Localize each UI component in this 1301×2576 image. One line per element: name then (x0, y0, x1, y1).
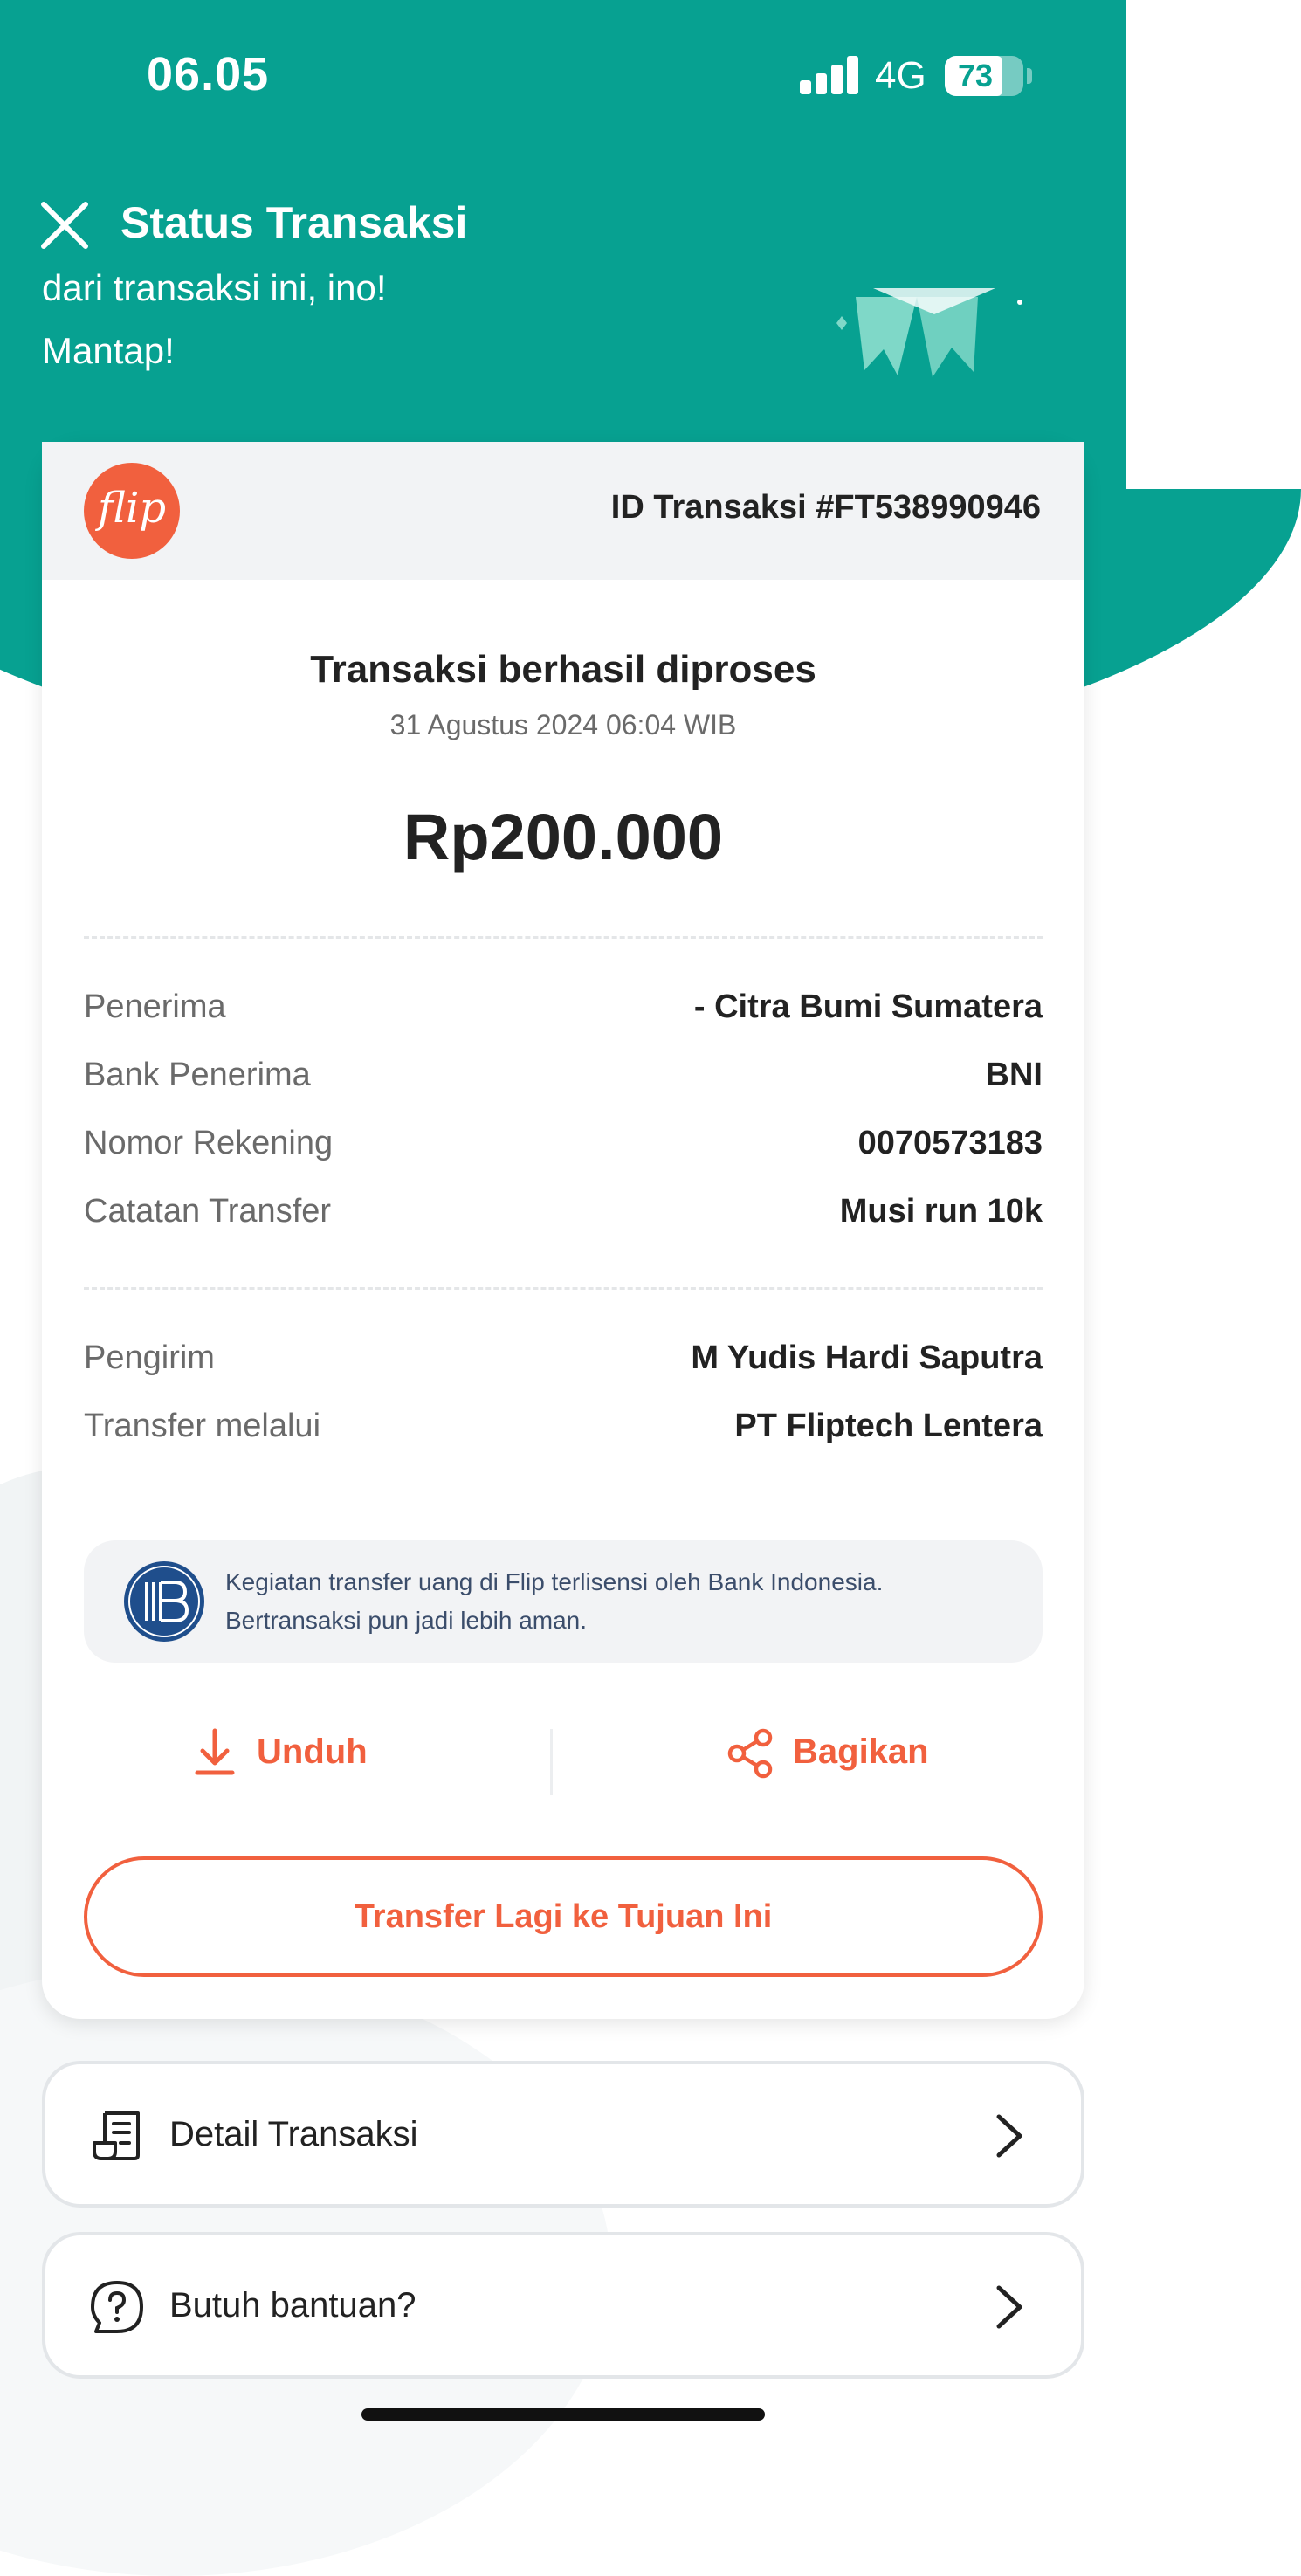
license-text: Kegiatan transfer uang di Flip terlisensi oleh Bank Indonesia. Bertransaksi pun jadi lebih aman. (225, 1568, 884, 1634)
banner-line: Mantap! (42, 330, 175, 371)
transfer-again-button[interactable]: Transfer Lagi ke Tujuan Ini (84, 1856, 1043, 1977)
detail-value: Musi run 10k (839, 1193, 1043, 1229)
transaction-detail-item[interactable] (42, 2061, 1084, 2208)
detail-label: Nomor Rekening (84, 1125, 334, 1161)
banner-message (42, 267, 653, 400)
download-button[interactable] (190, 1720, 452, 1790)
detail-label: Penerima (84, 988, 226, 1025)
signal-icon (800, 56, 859, 94)
transaction-amount: Rp200.000 (403, 801, 724, 873)
divider (84, 1287, 1043, 1290)
transaction-id: ID Transaksi #FT538990946 (610, 489, 1041, 526)
transaction-date: 31 Agustus 2024 06:04 WIB (389, 709, 737, 740)
receipt-icon (89, 2108, 145, 2164)
help-item[interactable] (42, 2232, 1084, 2379)
status-bar (0, 0, 1126, 148)
flip-logo: flip (84, 463, 180, 559)
detail-row-note (84, 1193, 1043, 1245)
chevron-right-icon (994, 2284, 1025, 2330)
detail-row-account-number (84, 1125, 1043, 1177)
detail-value: 0070573183 (857, 1125, 1043, 1161)
close-icon (38, 199, 91, 251)
battery-level: 73 (957, 58, 994, 93)
receipt-card (42, 442, 1084, 2019)
chevron-right-icon (994, 2113, 1025, 2159)
share-icon (726, 1727, 775, 1780)
help-label: Butuh bantuan? (169, 2286, 416, 2325)
receipt-header (42, 442, 1084, 580)
help-icon (89, 2279, 145, 2335)
ribbon-illustration (829, 297, 1030, 393)
download-label: Unduh (257, 1732, 368, 1771)
page-title: Status Transaksi (120, 198, 468, 247)
detail-label: Bank Penerima (84, 1057, 311, 1093)
transaction-status: Transaksi berhasil diproses (310, 648, 816, 691)
detail-label: Catatan Transfer (84, 1193, 332, 1229)
network-type: 4G (875, 54, 926, 97)
detail-row-bank (84, 1057, 1043, 1109)
close-button[interactable] (38, 199, 91, 251)
license-notice (84, 1540, 1043, 1663)
bank-indonesia-logo (124, 1561, 204, 1642)
detail-value: BNI (985, 1057, 1043, 1093)
download-icon (190, 1727, 239, 1780)
detail-row-recipient (84, 988, 1043, 1041)
share-label: Bagikan (793, 1732, 929, 1771)
detail-value: - Citra Bumi Sumatera (693, 988, 1043, 1025)
transaction-detail-label: Detail Transaksi (169, 2115, 418, 2153)
detail-row-sender (84, 1340, 1043, 1392)
detail-value: M Yudis Hardi Saputra (691, 1340, 1043, 1376)
status-time: 06.05 (147, 48, 270, 100)
detail-row-transfer-via (84, 1408, 1043, 1460)
detail-label: Pengirim (84, 1340, 215, 1376)
banner-line: dari transaksi ini, ino! (42, 267, 387, 308)
share-button[interactable] (726, 1720, 988, 1790)
battery-icon (945, 56, 1023, 96)
detail-label: Transfer melalui (84, 1408, 321, 1444)
divider (84, 936, 1043, 939)
action-divider (550, 1729, 553, 1795)
detail-value: PT Fliptech Lentera (734, 1408, 1043, 1444)
home-indicator[interactable] (361, 2408, 765, 2421)
